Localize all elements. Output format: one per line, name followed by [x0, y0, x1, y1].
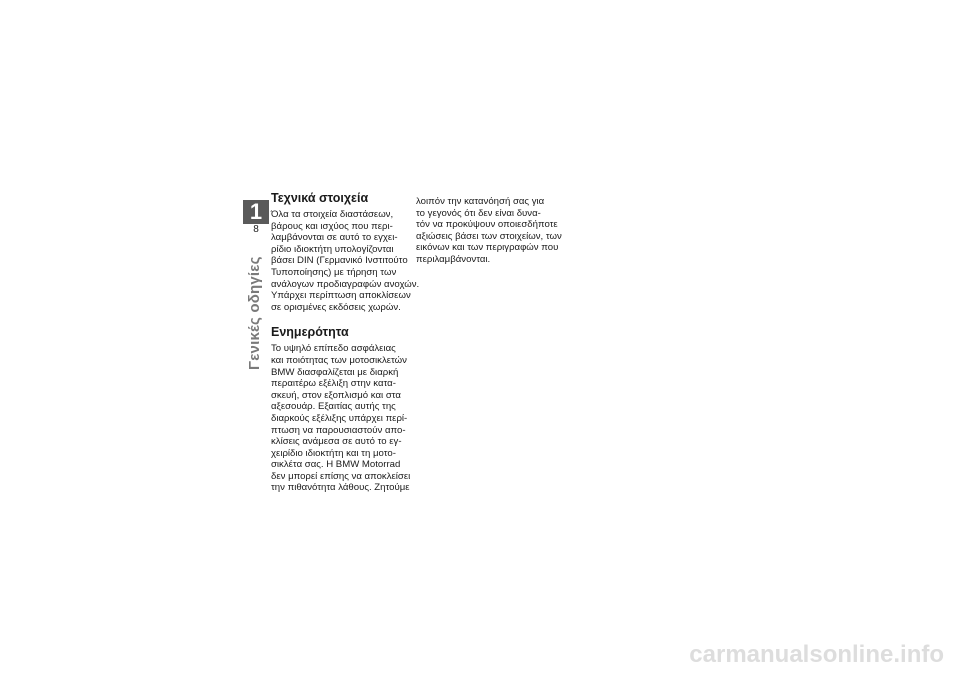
body-line: κλίσεις ανάμεσα σε αυτό το εγ-: [271, 436, 402, 448]
body-line: αξεσουάρ. Εξαιτίας αυτής της: [271, 401, 396, 413]
body-line: BMW διασφαλίζεται με διαρκή: [271, 366, 399, 378]
chapter-side-label: Γενικές οδηγίες: [246, 256, 263, 370]
body-line: χειρίδιο ιδιοκτήτη και τη μοτο-: [271, 447, 396, 459]
body-line: εικόνων και των περιγραφών που: [416, 242, 559, 254]
body-line: ρίδιο ιδιοκτήτη υπολογίζονται: [271, 243, 394, 255]
body-line: σικλέτα σας. Η BMW Motorrad: [271, 459, 401, 471]
body-line: Τυποποίησης) με τήρηση των: [271, 266, 397, 278]
body-line: Όλα τα στοιχεία διαστάσεων,: [271, 209, 394, 220]
body-line: πτωση να παρουσιαστούν απο-: [271, 424, 406, 436]
body-line: σκευή, στον εξοπλισμό και στα: [271, 389, 401, 401]
body-line: Υπάρχει περίπτωση αποκλίσεων: [271, 290, 411, 302]
body-line: αξιώσεις βάσει των στοιχείων, των: [416, 230, 562, 242]
watermark: carmanualsonline.info: [689, 641, 944, 668]
body-line: περαιτέρω εξέλιξη στην κατα-: [271, 378, 396, 390]
body-line: την πιθανότητα λάθους. Ζητούμε: [271, 482, 410, 494]
text-column-left: [271, 190, 421, 494]
text-column-right: [416, 196, 566, 266]
section-body-technical-data: [271, 209, 421, 313]
body-line: τόν να προκύψουν οποιεσδήποτε: [416, 219, 558, 231]
body-line: βάσει DIN (Γερμανικό Ινστιτούτο: [271, 255, 408, 267]
body-line: το γεγονός ότι δεν είναι δυνα-: [416, 207, 541, 219]
body-line: ανάλογων προδιαγραφών ανοχών.: [271, 278, 420, 290]
chapter-marker: [243, 200, 269, 236]
page-number: 8: [243, 224, 269, 236]
body-line: δεν μπορεί επίσης να αποκλείσει: [271, 470, 411, 482]
body-line: λαμβάνονται σε αυτό το εγχει-: [271, 232, 398, 244]
body-line: σε ορισμένες εκδόσεις χωρών.: [271, 301, 401, 313]
body-line: και ποιότητας των μοτοσικλετών: [271, 354, 407, 366]
body-line: λοιπόν την κατανόησή σας για: [416, 196, 545, 207]
body-line: βάρους και ισχύος που περι-: [271, 220, 393, 232]
section-title-technical-data: Τεχνικά στοιχεία: [271, 191, 369, 205]
body-line: Το υψηλό επίπεδο ασφάλειας: [271, 343, 396, 355]
chapter-number: 1: [249, 199, 263, 224]
body-line: περιλαμβάνονται.: [416, 253, 491, 265]
section-body-up-to-date: [271, 343, 421, 494]
body-line: διαρκούς εξέλιξης υπάρχει περί-: [271, 412, 408, 424]
section-title-up-to-date: Ενημερότητα: [271, 325, 349, 340]
